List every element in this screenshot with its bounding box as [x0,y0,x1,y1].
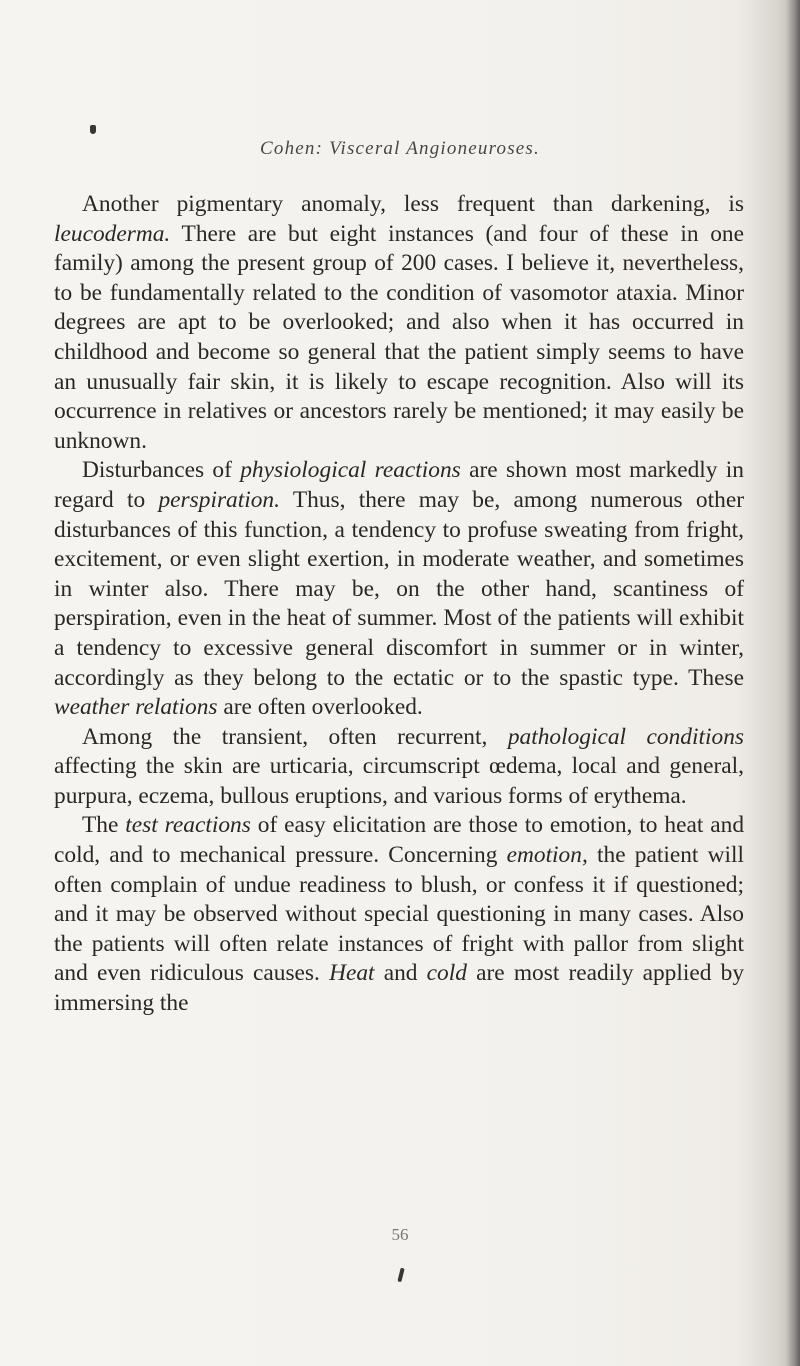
italic-run: test reactions [125,812,251,839]
ink-speck-mark [397,1268,404,1283]
body-text [54,190,744,1019]
page-number: 56 [391,1225,409,1244]
paragraph [54,190,744,456]
italic-run: physiological reactions [240,457,461,484]
italic-run: leucoderma. [54,220,171,247]
italic-run: perspiration. [158,486,280,513]
text-run: Disturbances of [82,457,241,484]
text-run: the patient will often complain of undue readiness to blush, or confess it if questioned; and it may be observed without special questioning in many cases. Also the patients will often relate instances of fright with pallor from slight and even ridiculous causes. [54,842,744,987]
text-run: Thus, there may be, among numerous other disturbances of this function, a tendency to profuse sweating from fright, excitement, or even slight exertion, in moderate weather, and sometimes in winter also. There may be, on the other hand, scantiness of perspiration, even in the heat of summer. Most of the patients will exhibit a tendency to excessive general discomfort in summer or in winter, accordingly as they belong to the ectatic or to the spastic type. These [54,486,744,691]
text-run: and [374,960,427,987]
page-edge-shadow [786,0,800,1366]
italic-run: emotion, [506,842,588,869]
italic-run: weather relations [54,694,218,721]
text-run: The [82,812,126,839]
paragraph [54,456,744,722]
italic-run: Heat [329,960,375,987]
ink-speck-mark [90,125,96,134]
italic-run: pathological conditions [507,723,744,750]
text-run: Another pigmentary anomaly, less frequent than darkening, is [82,191,744,217]
text-run: are most readily applied by immersing the [54,960,745,1017]
text-run: affecting the skin are urticaria, circumscript œdema, local and general, purpura, eczema, bullous eruptions, and various forms of erythema. [54,753,744,809]
text-run: are often overlooked. [217,694,423,721]
text-run: are shown most markedly in regard to [54,457,745,513]
paragraph [54,723,744,812]
text-run: of easy elicitation are those to emotion, to heat and cold, and to mechanical pressure. Concerning [54,812,745,869]
running-head: Cohen: Visceral Angioneuroses. [260,138,540,159]
paragraph [54,811,744,1018]
text-run: Among the transient, often recurrent, [82,723,508,750]
italic-run: cold [426,960,467,987]
text-run: There are but eight instances (and four of these in one family) among the present group of 200 cases. I believe it, nevertheless, to be fundamentally related to the condition of vasomotor ataxia. Minor degrees are apt to be overlooked; and also when it has occurred in childhood and become so general that the patient simply seems to have an unusually fair skin, it is likely to escape recognition. Also will its occurrence in relatives or ancestors rarely be mentioned; it may easily be unknown. [54,220,744,454]
